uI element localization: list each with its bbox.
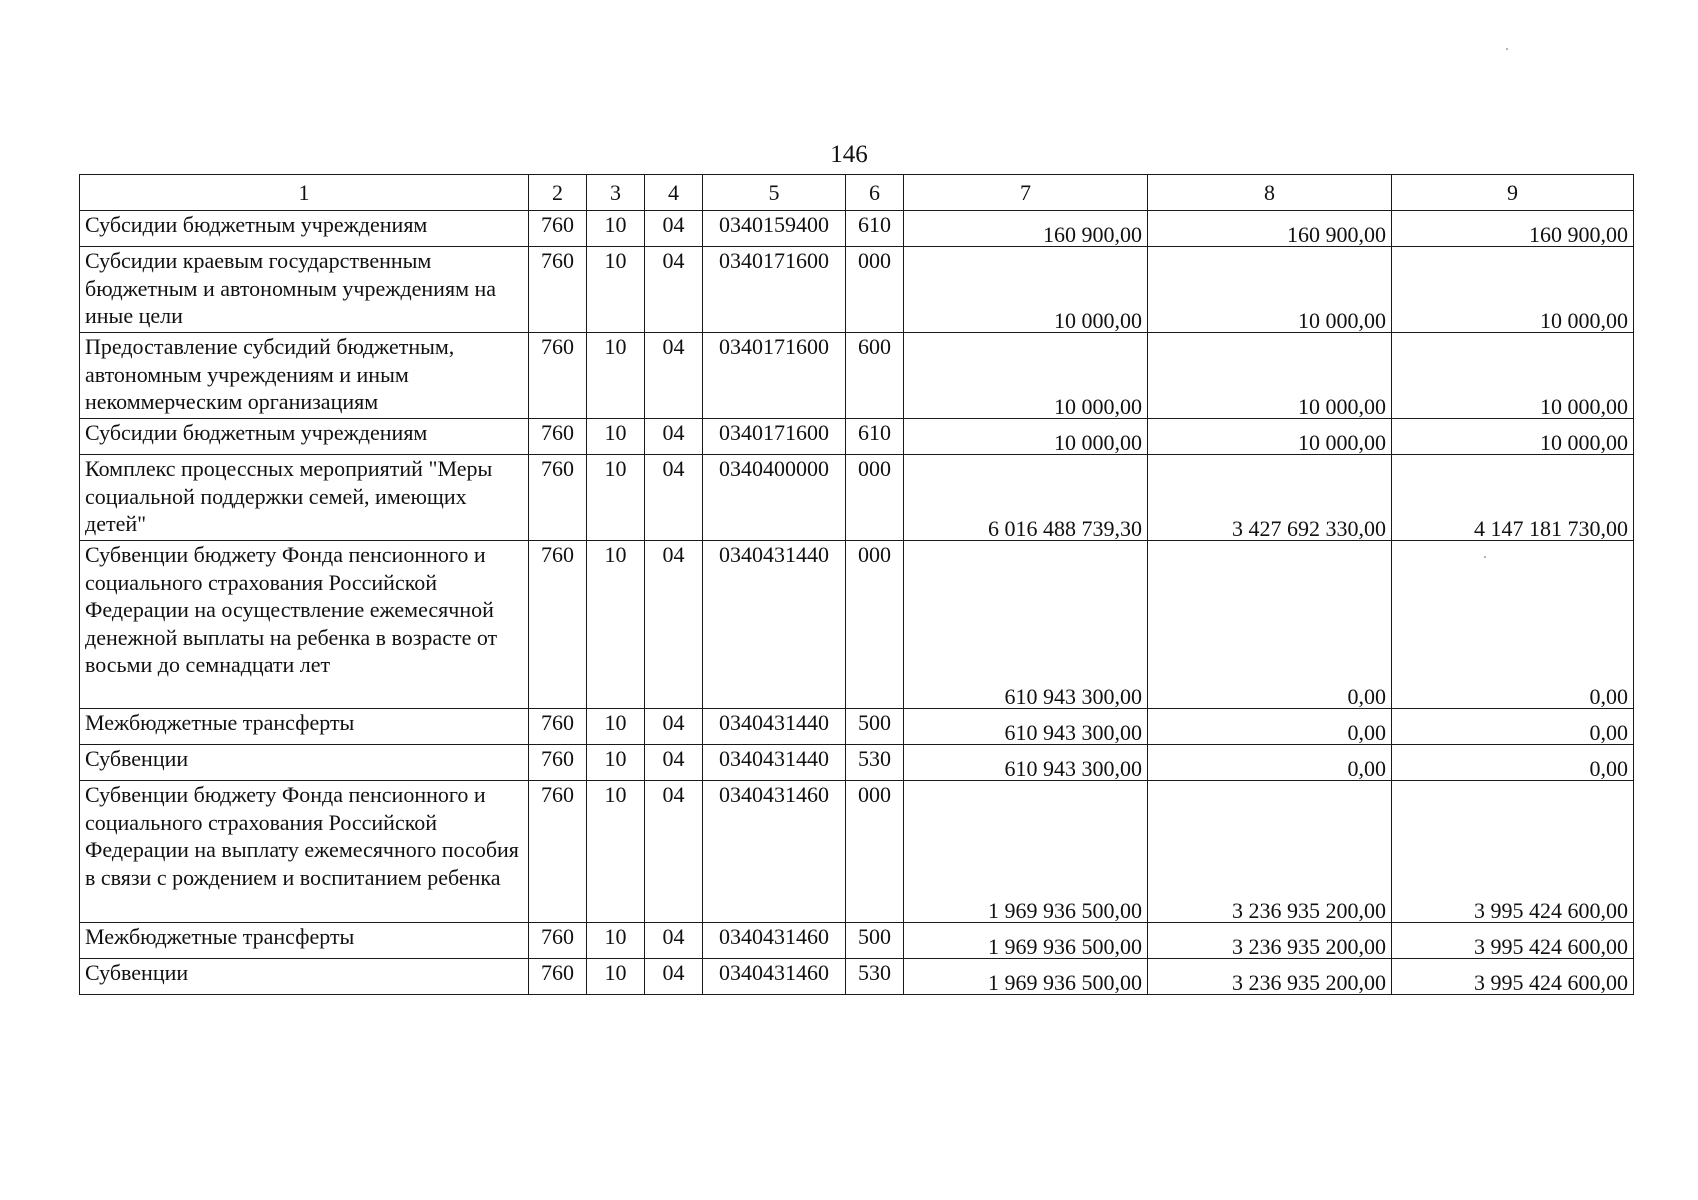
row-amount-9-cell — [1392, 923, 1634, 959]
column-header-3: 3 — [587, 175, 645, 211]
row-amount-7-cell — [904, 333, 1148, 419]
row-name-cell: Межбюджетные трансферты — [80, 923, 529, 959]
header-row — [80, 175, 1634, 211]
row-code-6-cell: 000 — [846, 455, 904, 541]
amount-value: 3 236 935 200,00 — [1232, 897, 1386, 923]
table-row — [80, 211, 1634, 247]
row-name-cell: Субвенции бюджету Фонда пенсионного и социального страхования Российской Федерации на выплату ежемесячного пособия в связи с рождением и воспитанием ребенка — [80, 781, 529, 923]
row-amount-8-cell — [1148, 455, 1392, 541]
row-name-cell: Субвенции — [80, 745, 529, 781]
table-body — [80, 211, 1634, 995]
amount-value: 10 000,00 — [1054, 429, 1142, 455]
table-row — [80, 419, 1634, 455]
row-code-4-cell: 04 — [645, 211, 703, 247]
row-code-4-cell: 04 — [645, 541, 703, 709]
row-amount-8-cell — [1148, 247, 1392, 333]
row-name-cell: Субвенции бюджету Фонда пенсионного и социального страхования Российской Федерации на осуществление ежемесячной денежной выплаты на ребенка в возрасте от восьми до семнадцати лет — [80, 541, 529, 709]
row-code-5-cell: 0340431460 — [703, 923, 846, 959]
amount-value: 3 995 424 600,00 — [1474, 897, 1628, 923]
column-header-6: 6 — [846, 175, 904, 211]
row-amount-7-cell — [904, 745, 1148, 781]
row-code-5-cell: 0340400000 — [703, 455, 846, 541]
row-amount-8-cell — [1148, 745, 1392, 781]
column-header-7: 7 — [904, 175, 1148, 211]
row-code-2-cell: 760 — [529, 333, 587, 419]
amount-value: 10 000,00 — [1054, 307, 1142, 333]
row-amount-9-cell — [1392, 455, 1634, 541]
table-row — [80, 455, 1634, 541]
row-name-cell: Субвенции — [80, 959, 529, 995]
row-code-2-cell: 760 — [529, 541, 587, 709]
row-code-5-cell: 0340431440 — [703, 541, 846, 709]
scan-speck — [1506, 48, 1508, 50]
row-code-5-cell: 0340171600 — [703, 247, 846, 333]
amount-value: 0,00 — [1589, 719, 1628, 745]
row-code-3-cell: 10 — [587, 333, 645, 419]
row-code-5-cell: 0340431440 — [703, 745, 846, 781]
table-header — [80, 175, 1634, 211]
row-code-4-cell: 04 — [645, 333, 703, 419]
row-code-6-cell: 530 — [846, 959, 904, 995]
amount-value: 610 943 300,00 — [1004, 683, 1142, 709]
row-code-6-cell: 500 — [846, 923, 904, 959]
row-code-3-cell: 10 — [587, 541, 645, 709]
row-name-cell: Комплекс процессных мероприятий "Меры социальной поддержки семей, имеющих детей" — [80, 455, 529, 541]
table-row — [80, 541, 1634, 709]
row-amount-8-cell — [1148, 923, 1392, 959]
row-amount-7-cell — [904, 247, 1148, 333]
row-code-3-cell: 10 — [587, 247, 645, 333]
budget-table — [79, 174, 1634, 995]
column-header-9: 9 — [1392, 175, 1634, 211]
amount-value: 0,00 — [1347, 755, 1386, 781]
row-amount-9-cell — [1392, 709, 1634, 745]
row-code-3-cell: 10 — [587, 745, 645, 781]
row-code-2-cell: 760 — [529, 959, 587, 995]
row-amount-9-cell — [1392, 745, 1634, 781]
row-code-4-cell: 04 — [645, 923, 703, 959]
row-code-4-cell: 04 — [645, 419, 703, 455]
amount-value: 10 000,00 — [1540, 307, 1628, 333]
row-amount-7-cell — [904, 781, 1148, 923]
row-amount-9-cell — [1392, 247, 1634, 333]
amount-value: 10 000,00 — [1540, 429, 1628, 455]
amount-value: 1 969 936 500,00 — [988, 897, 1142, 923]
amount-value: 0,00 — [1347, 683, 1386, 709]
row-amount-9-cell — [1392, 541, 1634, 709]
table-row — [80, 247, 1634, 333]
column-header-4: 4 — [645, 175, 703, 211]
amount-value: 3 995 424 600,00 — [1474, 933, 1628, 959]
row-code-2-cell: 760 — [529, 745, 587, 781]
row-name-cell: Межбюджетные трансферты — [80, 709, 529, 745]
amount-value: 0,00 — [1589, 683, 1628, 709]
row-name-cell: Предоставление субсидий бюджетным, автономным учреждениям и иным некоммерческим организациям — [80, 333, 529, 419]
amount-value: 10 000,00 — [1298, 307, 1386, 333]
row-code-3-cell: 10 — [587, 781, 645, 923]
row-code-3-cell: 10 — [587, 959, 645, 995]
row-code-5-cell: 0340431460 — [703, 781, 846, 923]
row-code-6-cell: 600 — [846, 333, 904, 419]
amount-value: 610 943 300,00 — [1004, 755, 1142, 781]
amount-value: 0,00 — [1347, 719, 1386, 745]
row-code-2-cell: 760 — [529, 419, 587, 455]
row-code-2-cell: 760 — [529, 923, 587, 959]
page-number: 146 — [830, 141, 868, 168]
row-amount-7-cell — [904, 709, 1148, 745]
row-code-3-cell: 10 — [587, 923, 645, 959]
row-code-6-cell: 500 — [846, 709, 904, 745]
amount-value: 160 900,00 — [1043, 221, 1142, 247]
column-header-2: 2 — [529, 175, 587, 211]
row-amount-7-cell — [904, 541, 1148, 709]
row-amount-9-cell — [1392, 419, 1634, 455]
row-amount-7-cell — [904, 211, 1148, 247]
row-amount-8-cell — [1148, 781, 1392, 923]
amount-value: 160 900,00 — [1287, 221, 1386, 247]
table-row — [80, 923, 1634, 959]
row-name-cell: Субсидии бюджетным учреждениям — [80, 419, 529, 455]
row-code-5-cell: 0340431460 — [703, 959, 846, 995]
row-amount-8-cell — [1148, 211, 1392, 247]
table-row — [80, 959, 1634, 995]
row-code-5-cell: 0340171600 — [703, 333, 846, 419]
row-amount-8-cell — [1148, 959, 1392, 995]
amount-value: 6 016 488 739,30 — [988, 515, 1142, 541]
row-code-4-cell: 04 — [645, 709, 703, 745]
row-code-2-cell: 760 — [529, 211, 587, 247]
amount-value: 10 000,00 — [1540, 393, 1628, 419]
table-row — [80, 781, 1634, 923]
row-amount-9-cell — [1392, 333, 1634, 419]
amount-value: 160 900,00 — [1529, 221, 1628, 247]
row-name-cell: Субсидии краевым государственным бюджетным и автономным учреждениям на иные цели — [80, 247, 529, 333]
table-row — [80, 745, 1634, 781]
row-code-6-cell: 610 — [846, 419, 904, 455]
row-code-2-cell: 760 — [529, 709, 587, 745]
amount-value: 3 995 424 600,00 — [1474, 969, 1628, 995]
column-header-1: 1 — [80, 175, 529, 211]
amount-value: 3 236 935 200,00 — [1232, 969, 1386, 995]
amount-value: 1 969 936 500,00 — [988, 969, 1142, 995]
row-amount-8-cell — [1148, 709, 1392, 745]
row-code-3-cell: 10 — [587, 211, 645, 247]
amount-value: 1 969 936 500,00 — [988, 933, 1142, 959]
amount-value: 10 000,00 — [1298, 429, 1386, 455]
row-code-2-cell: 760 — [529, 455, 587, 541]
amount-value: 4 147 181 730,00 — [1474, 515, 1628, 541]
row-code-4-cell: 04 — [645, 959, 703, 995]
row-code-4-cell: 04 — [645, 781, 703, 923]
amount-value: 0,00 — [1589, 755, 1628, 781]
row-amount-8-cell — [1148, 541, 1392, 709]
row-code-3-cell: 10 — [587, 419, 645, 455]
row-code-4-cell: 04 — [645, 455, 703, 541]
amount-value: 3 427 692 330,00 — [1232, 515, 1386, 541]
row-code-5-cell: 0340431440 — [703, 709, 846, 745]
row-amount-8-cell — [1148, 333, 1392, 419]
amount-value: 10 000,00 — [1054, 393, 1142, 419]
column-header-5: 5 — [703, 175, 846, 211]
amount-value: 10 000,00 — [1298, 393, 1386, 419]
amount-value: 3 236 935 200,00 — [1232, 933, 1386, 959]
row-code-5-cell: 0340171600 — [703, 419, 846, 455]
row-name-cell: Субсидии бюджетным учреждениям — [80, 211, 529, 247]
row-code-2-cell: 760 — [529, 247, 587, 333]
table-row — [80, 333, 1634, 419]
row-code-3-cell: 10 — [587, 455, 645, 541]
row-code-3-cell: 10 — [587, 709, 645, 745]
table-row — [80, 709, 1634, 745]
row-code-4-cell: 04 — [645, 247, 703, 333]
row-amount-9-cell — [1392, 781, 1634, 923]
row-amount-9-cell — [1392, 959, 1634, 995]
row-code-4-cell: 04 — [645, 745, 703, 781]
row-code-6-cell: 530 — [846, 745, 904, 781]
row-code-6-cell: 000 — [846, 781, 904, 923]
row-code-6-cell: 000 — [846, 247, 904, 333]
row-amount-7-cell — [904, 419, 1148, 455]
scan-speck — [1484, 556, 1486, 558]
row-code-6-cell: 610 — [846, 211, 904, 247]
row-amount-7-cell — [904, 959, 1148, 995]
row-code-2-cell: 760 — [529, 781, 587, 923]
row-amount-9-cell — [1392, 211, 1634, 247]
row-amount-8-cell — [1148, 419, 1392, 455]
amount-value: 610 943 300,00 — [1004, 719, 1142, 745]
row-code-6-cell: 000 — [846, 541, 904, 709]
row-code-5-cell: 0340159400 — [703, 211, 846, 247]
column-header-8: 8 — [1148, 175, 1392, 211]
row-amount-7-cell — [904, 455, 1148, 541]
row-amount-7-cell — [904, 923, 1148, 959]
